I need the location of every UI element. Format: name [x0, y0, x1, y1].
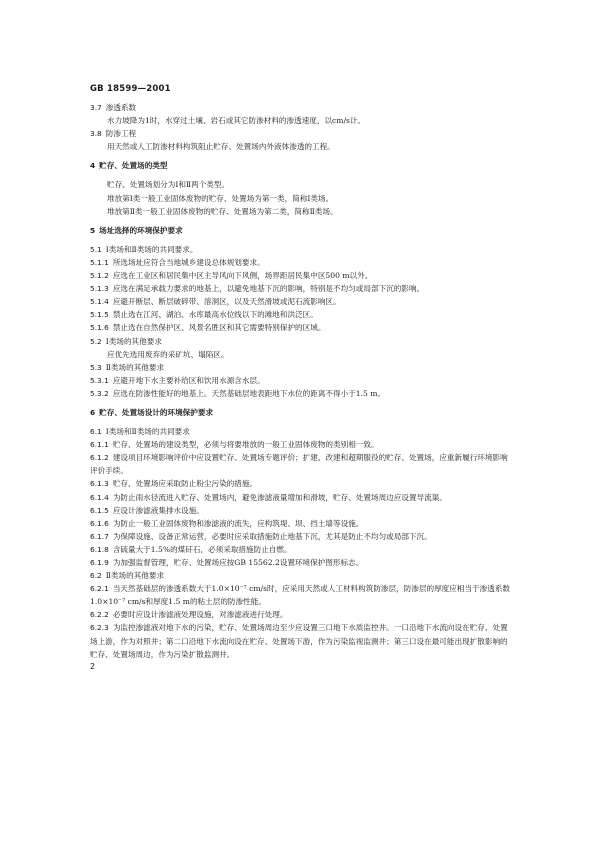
- clause-number: 6.1.2: [90, 453, 109, 463]
- clause-number: 3.8: [90, 129, 102, 139]
- clause-number: 6.1.1: [90, 440, 109, 450]
- clause-number: 5.1.3: [90, 284, 109, 294]
- clause-text: 贮存、处置场设计的环境保护要求: [99, 407, 214, 417]
- clause-item: [90, 543, 514, 556]
- clause-text: 渗透系数: [105, 103, 137, 112]
- clause-number: 6.1.9: [90, 558, 109, 567]
- clause-text: 贮存、处置场应采取防止粉尘污染的措施。: [112, 479, 258, 489]
- clause-item: [90, 361, 514, 374]
- clause-text: 堆放第Ⅰ类一般工业固体废物的贮存、处置场为第一类，简称Ⅰ类场。: [107, 193, 334, 203]
- clause-paragraph: [90, 114, 514, 127]
- clause-text: 含硫量大于1.5%的煤矸石，必须采取措施防止自燃。: [112, 544, 292, 554]
- clause-number: 5.1.4: [90, 297, 109, 307]
- clause-text: 为保障设施、设备正常运营，必要时应采取措施防止地基下沉，尤其是防止不均匀或局部下沉。: [112, 531, 432, 541]
- clause-text: 为监控渗滤液对地下水的污染，贮存、处置场周边至少应设置三口地下水质监控井。一口沿地下水流向设在贮存、处置场上游，作为对照井；第二口沿地下水流向设在贮存、处置场下游，作为污染监视监测井；第三口设在最可能出现扩散影响的贮存、处置场周边，作为污染扩散监测井。: [90, 623, 508, 659]
- clause-item: [90, 243, 514, 256]
- clause-number: 6.2.2: [90, 610, 109, 620]
- clause-text: 水力坡降为1时，水穿过土壤、岩石或其它防渗材料的渗透速度，以cm/s计。: [107, 116, 366, 126]
- clause-item: [90, 608, 514, 621]
- clause-text: 应选在满足承载力要求的地基上，以避免地基下沉的影响，特别是不均匀或局部下沉的影响。: [112, 284, 425, 294]
- clause-item: [90, 517, 514, 530]
- clause-text: 当天然基础层的渗透系数大于1.0×10⁻⁷ cm/s时，应采用天然或人工材料构筑防渗层，防渗层的厚度应相当于渗透系数1.0×10⁻⁷ cm/s和厚度1.5 m的粘土层的防渗性能。: [90, 584, 511, 607]
- clause-paragraph: [90, 192, 514, 205]
- clause-text: 应选在防渗性能好的地基上。天然基础层地表距地下水位的距离不得小于1.5 m。: [112, 388, 386, 398]
- clause-text: 所选场址应符合当地城乡建设总体规划要求。: [112, 257, 265, 267]
- clause-paragraph: [90, 205, 514, 218]
- clause-number: 6.1.4: [90, 492, 109, 502]
- clause-text: 必要时应设计渗滤液处理设施，对渗滤液进行处理。: [112, 610, 288, 620]
- clause-item: [90, 321, 514, 334]
- clause-item: [90, 269, 514, 282]
- clause-item: [90, 282, 514, 295]
- clause-text: Ⅰ类场的其他要求: [105, 336, 162, 346]
- clause-number: 5.1.1: [90, 257, 109, 267]
- clause-number: 6.1.8: [90, 544, 109, 554]
- clause-paragraph: [90, 178, 514, 191]
- clause-text: 应优先选用废弃的采矿坑、塌陷区。: [107, 349, 229, 359]
- clause-text: 应避开地下水主要补给区和饮用水源含水层。: [112, 375, 265, 385]
- clause-text: 禁止选在自然保护区、风景名胜区和其它需要特别保护的区域。: [112, 323, 326, 333]
- clause-item: [90, 530, 514, 543]
- page-number: 2: [90, 662, 96, 671]
- clause-text: 贮存、处置场的类型: [99, 161, 168, 171]
- standard-number-header: GB 18599—2001: [90, 84, 171, 94]
- clause-text: 堆放第Ⅱ类一般工业固体废物的贮存、处置场为第二类，简称Ⅱ类场。: [107, 206, 338, 216]
- clause-text: Ⅱ类场的其他要求: [105, 571, 165, 581]
- clause-text: 为防止一般工业固体废物和渗滤液的流失，应构筑堤、坝、挡土墙等设施。: [112, 518, 364, 528]
- clause-number: 6.2.3: [90, 623, 109, 633]
- clause-text: 贮存、处置场划分为Ⅰ和Ⅱ两个类型。: [107, 180, 230, 190]
- clause-text: 贮存、处置场的建设类型，必须与将要堆放的一般工业固体废物的类别相一致。: [112, 440, 379, 450]
- clause-text: Ⅰ类场和Ⅱ类场的共同要求。: [105, 244, 198, 254]
- clause-item: [90, 504, 514, 517]
- clause-number: 4: [90, 161, 96, 171]
- clause-text: 禁止选在江河、湖泊、水库最高水位线以下的滩地和洪泛区。: [112, 310, 318, 320]
- clause-item: [90, 256, 514, 269]
- clause-number: 5.3: [90, 362, 102, 372]
- clause-number: 5: [90, 225, 96, 235]
- clause-text: 应避开断层、断层破碎带、溶洞区，以及天然滑坡或泥石流影响区。: [112, 297, 341, 307]
- clause-number: 3.7: [90, 103, 102, 112]
- clause-number: 5.1.2: [90, 271, 109, 281]
- clause-number: 6.1.6: [90, 518, 109, 528]
- clause-text: 建设项目环境影响评价中应设置贮存、处置场专题评价；扩建、改建和超期服役的贮存、处置场，应重新履行环境影响评价手续。: [90, 453, 508, 476]
- clause-item: [90, 438, 514, 451]
- clause-text: 为加强监督管理，贮存、处置场应按GB 15562.2设置环境保护图形标志。: [112, 558, 364, 567]
- clause-number: 5.1.5: [90, 310, 109, 320]
- clause-item: [90, 374, 514, 387]
- section-heading: [90, 159, 514, 172]
- clause-text: Ⅱ类场的其他要求: [105, 362, 165, 372]
- clause-item: [90, 556, 514, 569]
- clause-number: 5.3.2: [90, 388, 109, 398]
- clause-text: 场址选择的环境保护要求: [99, 225, 183, 235]
- clause-paragraph: [90, 140, 514, 153]
- clause-text: 应设计渗滤液集排水设施。: [112, 505, 204, 515]
- clause-item: [90, 569, 514, 582]
- clause-text: 应选在工业区和居民集中区主导风向下风侧，场界距居民集中区500 m以外。: [112, 271, 373, 281]
- clause-text: 为防止雨水径流进入贮存、处置场内，避免渗滤液量增加和滑坡，贮存、处置场周边应设置导流渠。: [112, 492, 447, 502]
- clause-number: 6.1.3: [90, 479, 109, 489]
- clause-item: [90, 308, 514, 321]
- clause-item: [90, 621, 514, 660]
- clause-item: [90, 127, 514, 140]
- document-body: [90, 101, 514, 661]
- clause-item: [90, 425, 514, 438]
- clause-item: [90, 582, 514, 608]
- clause-number: 6.1.7: [90, 531, 109, 541]
- clause-number: 6.1.5: [90, 505, 109, 515]
- clause-number: 5.3.1: [90, 375, 109, 385]
- section-heading: [90, 224, 514, 237]
- clause-text: 防渗工程: [105, 129, 137, 139]
- clause-number: 6.2: [90, 571, 102, 581]
- clause-item: [90, 335, 514, 348]
- clause-number: 6: [90, 407, 96, 417]
- clause-number: 6.1: [90, 427, 102, 437]
- clause-item: [90, 295, 514, 308]
- clause-item: [90, 387, 514, 400]
- clause-number: 5.1: [90, 244, 102, 254]
- clause-item: [90, 491, 514, 504]
- clause-number: 5.1.6: [90, 323, 109, 333]
- clause-item: [90, 101, 514, 114]
- clause-number: 5.2: [90, 336, 102, 346]
- clause-text: Ⅰ类场和Ⅱ类场的共同要求: [105, 427, 190, 437]
- clause-text: 用天然或人工防渗材料构筑阻止贮存、处置场内外液体渗透的工程。: [107, 142, 335, 152]
- clause-item: [90, 477, 514, 490]
- section-heading: [90, 406, 514, 419]
- clause-number: 6.2.1: [90, 584, 109, 594]
- clause-item: [90, 451, 514, 477]
- clause-paragraph: [90, 348, 514, 361]
